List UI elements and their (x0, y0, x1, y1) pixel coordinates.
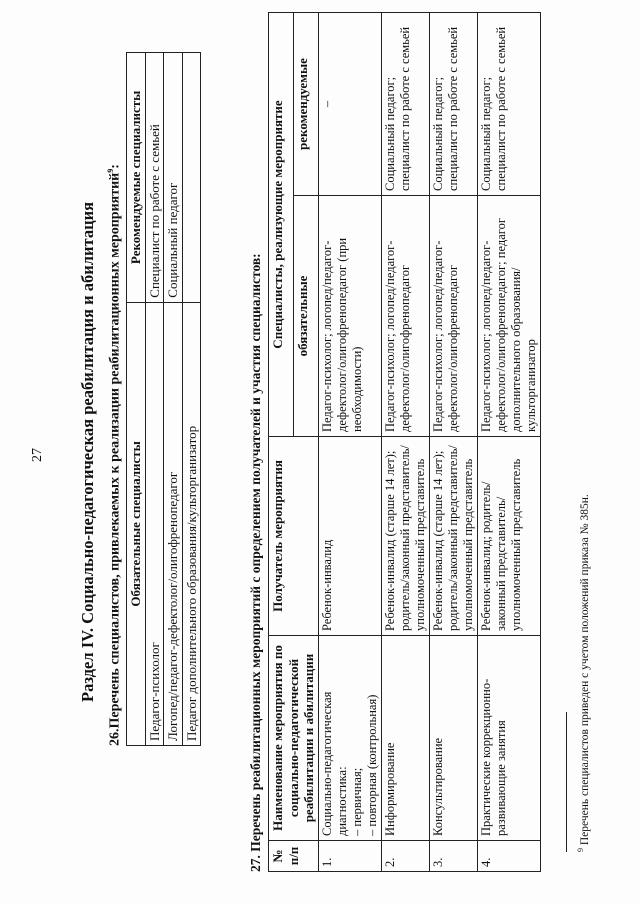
required-cell: Педагог дополнительного образования/культорганизатор (182, 302, 201, 745)
rotated-content (20, 12, 620, 892)
page-number: 27 (30, 448, 45, 462)
required-cell: Педагог-психолог; логопед/педагог-дефектолог/олигофренопедагог (429, 196, 477, 437)
recommended-cell (182, 53, 201, 303)
header-required: обязательные (293, 196, 318, 437)
recipient-cell: Ребенок-инвалид; родитель/законный представитель/уполномоченный представитель (477, 437, 540, 636)
measure-name: Социально-педагогическая диагностика: (319, 691, 349, 836)
header-recipient: Получатель мероприятия (269, 437, 319, 636)
table-header-row (269, 13, 294, 872)
footnote (576, 494, 593, 852)
section-title: Раздел IV. Социально-педагогическая реабилитация и абилитация (78, 201, 97, 703)
heading-26 (106, 164, 124, 746)
heading-26-text: 26.Перечень специалистов, привлекаемых к реализации реабилитационных мероприятий (107, 172, 123, 746)
row-num: 1. (318, 841, 381, 872)
footnote-text: Перечень специалистов приведен с учетом положений приказа № 385н. (578, 494, 591, 846)
footnote-divider (566, 712, 567, 852)
table-row (477, 13, 540, 872)
recommended-cell: Социальный педагог; специалист по работе с семьей (477, 13, 540, 196)
row-num: 2. (381, 841, 429, 872)
required-cell: Педагог-психолог; логопед/педагог-дефектолог/олигофренопедагог; педагог дополнительного образования/культорганизатор (477, 196, 540, 437)
table-row (145, 53, 164, 746)
col-recommended-specialists: Рекомендуемые специалисты (127, 53, 146, 303)
measure-name-cell: Практические коррекционно-развивающие занятия (477, 636, 540, 841)
measure-subitem: – повторная (контрольная) (364, 694, 379, 836)
measure-name-cell (318, 636, 381, 841)
required-cell: Логопед/педагог-дефектолог/олигофренопедагог (164, 302, 183, 745)
recipient-cell: Ребенок-инвалид (318, 437, 381, 636)
recipient-cell: Ребенок-инвалид (старше 14 лет); родитель/законный представитель/уполномоченный представитель (429, 437, 477, 636)
col-required-specialists: Обязательные специалисты (127, 302, 146, 745)
header-num: № п/п (269, 841, 319, 872)
row-num: 3. (429, 841, 477, 872)
table-row (318, 13, 381, 872)
row-num: 4. (477, 841, 540, 872)
table-row (381, 13, 429, 872)
table-row (164, 53, 183, 746)
required-cell: Педагог-психолог; логопед/педагог-дефектолог/олигофренопедагог (при необходимости) (318, 196, 381, 437)
heading-26-note-ref: 9 (106, 168, 115, 173)
footnote-ref: 9 (576, 848, 585, 852)
measure-name-cell: Консультирование (429, 636, 477, 841)
table-header-row (127, 53, 146, 746)
required-cell: Педагог-психолог; логопед/педагог-дефектолог/олигофренопедагог (381, 196, 429, 437)
required-cell: Педагог-психолог (145, 302, 164, 745)
recipient-cell: Ребенок-инвалид (старше 14 лет); родитель/законный представитель/уполномоченный представитель (381, 437, 429, 636)
recommended-cell: Специалист по работе с семьей (145, 53, 164, 303)
recommended-cell: Социальный педагог (164, 53, 183, 303)
heading-26-suffix: : (107, 164, 123, 169)
recommended-cell: – (318, 13, 381, 196)
measures-table (268, 12, 541, 872)
measure-name-cell: Информирование (381, 636, 429, 841)
table-row (182, 53, 201, 746)
header-measure-name: Наименование мероприятия по социально-педагогической реабилитации и абилитации (269, 636, 319, 841)
specialists-table (126, 52, 201, 746)
header-specialists: Специалисты, реализующие мероприятие (269, 13, 294, 437)
header-recommended: рекомендуемые (293, 13, 318, 196)
measure-subitem: – первичная; (349, 767, 364, 836)
heading-27: 27. Перечень реабилитационных мероприятий с определением получателей и участия специалистов: (248, 253, 263, 872)
recommended-cell: Социальный педагог; специалист по работе с семьей (429, 13, 477, 196)
recommended-cell: Социальный педагог; специалист по работе с семьей (381, 13, 429, 196)
table-row (429, 13, 477, 872)
